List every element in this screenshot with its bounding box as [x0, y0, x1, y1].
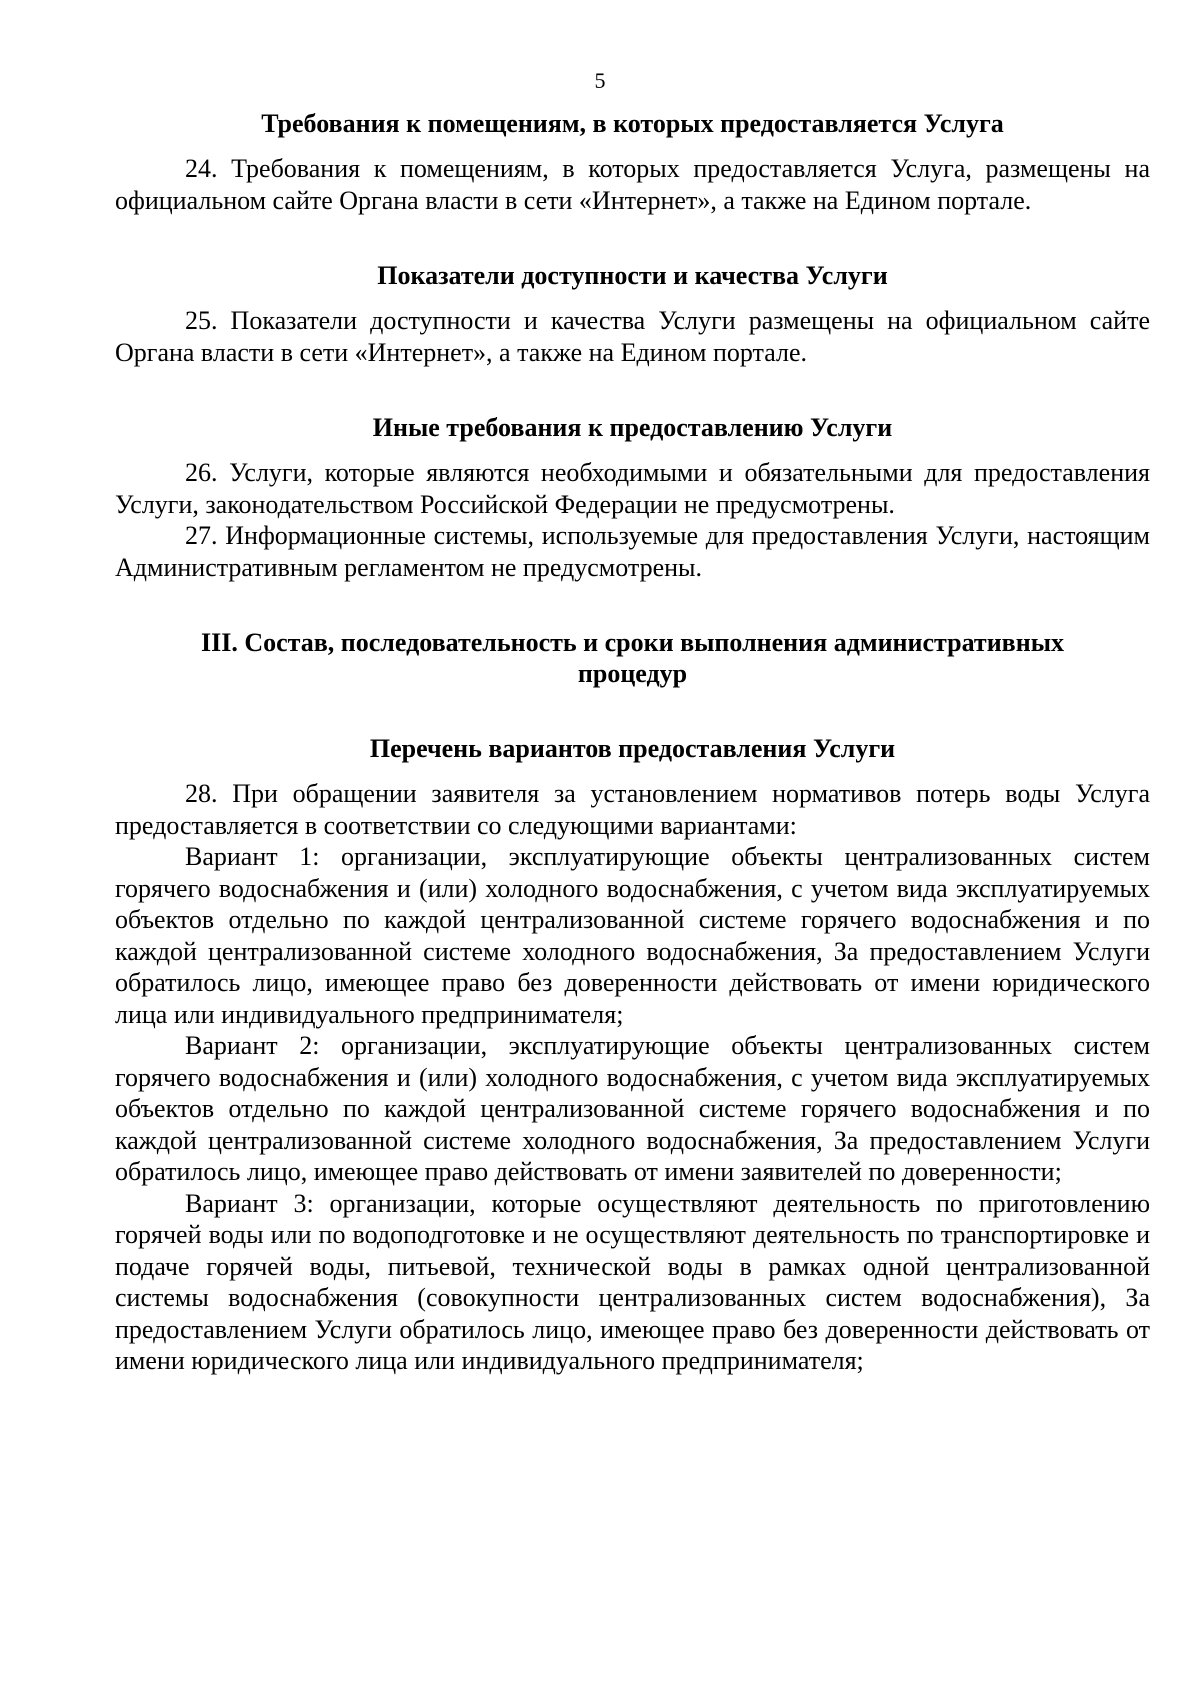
section-heading-other-requirements: Иные требования к предоставлению Услуги [372, 413, 893, 442]
variant-2: Вариант 2: организации, эксплуатирующие объекты централизованных систем горячего водоснабжения и (или) холодного водоснабжения, с учетом вида эксплуатируемых объектов отдельно по каждой централизованной системе горячего водоснабжения и по каждой централизованной системе холодного водоснабжения, За предоставлением Услуги обратилось лицо, имеющее право действовать от имени заявителей по доверенности; [115, 1031, 1150, 1186]
page-number: 5 [594, 68, 606, 93]
variant-3: Вариант 3: организации, которые осуществляют деятельность по приготовлению горячей воды или по водоподготовке и не осуществляют деятельность по транспортировке и подаче горячей воды, питьевой, технической воды в рамках одной централизованной системы водоснабжения (совокупности централизованных систем водоснабжения), За предоставлением Услуги обратилось лицо, имеющее право без доверенности действовать от имени юридического лица или индивидуального предпринимателя; [115, 1188, 1150, 1375]
chapter-heading [115, 627, 1150, 689]
paragraph-25: 25. Показатели доступности и качества Услуги размещены на официальном сайте Органа власти в сети «Интернет», а также на Едином портале. [115, 306, 1150, 367]
section-heading-premises: Требования к помещениям, в которых предоставляется Услуга [261, 109, 1004, 138]
chapter-heading-line1: III. Состав, последовательность и сроки выполнения административных [200, 628, 1064, 657]
variant-1: Вариант 1: организации, эксплуатирующие объекты централизованных систем горячего водоснабжения и (или) холодного водоснабжения, с учетом вида эксплуатируемых объектов отдельно по каждой централизованной системе горячего водоснабжения и по каждой централизованной системе холодного водоснабжения, За предоставлением Услуги обратилось лицо, имеющее право без доверенности действовать от имени юридического лица или индивидуального предпринимателя; [115, 842, 1150, 1029]
paragraph-27: 27. Информационные системы, используемые для предоставления Услуги, настоящим Административным регламентом не предусмотрены. [115, 521, 1150, 582]
document-body [115, 108, 1150, 1377]
paragraph-28: 28. При обращении заявителя за установлением нормативов потерь воды Услуга предоставляется в соответствии со следующими вариантами: [115, 779, 1150, 840]
paragraph-24: 24. Требования к помещениям, в которых предоставляется Услуга, размещены на официальном сайте Органа власти в сети «Интернет», а также на Едином портале. [115, 154, 1150, 215]
section-heading-accessibility: Показатели доступности и качества Услуги [377, 261, 888, 290]
chapter-heading-line2: процедур [577, 659, 688, 688]
section-heading-variants: Перечень вариантов предоставления Услуги [369, 734, 896, 763]
paragraph-26: 26. Услуги, которые являются необходимыми и обязательными для предоставления Услуги, законодательством Российской Федерации не предусмотрены. [115, 458, 1150, 519]
